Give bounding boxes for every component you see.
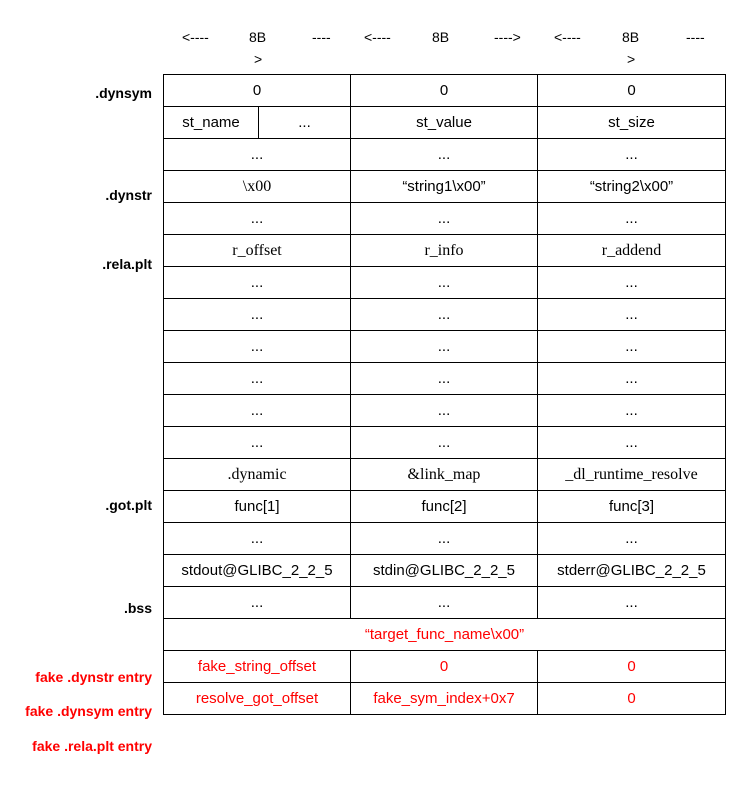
- ellipsis-cell: ...: [164, 203, 351, 235]
- cell: 0: [538, 75, 726, 107]
- ellipsis-row: [164, 395, 726, 427]
- ellipsis-cell: ...: [164, 331, 351, 363]
- ellipsis-row: [164, 139, 726, 171]
- ellipsis-cell: ...: [351, 523, 538, 555]
- section-label-dynsym: .dynsym: [95, 85, 152, 101]
- section-label-rela-plt: .rela.plt: [102, 256, 152, 272]
- ellipsis-row: [164, 587, 726, 619]
- ellipsis-cell: ...: [538, 203, 726, 235]
- cell: 0: [164, 75, 351, 107]
- ellipsis-cell: ...: [351, 395, 538, 427]
- section-label-fake-rela: fake .rela.plt entry: [32, 738, 152, 754]
- ellipsis-cell: ...: [351, 363, 538, 395]
- ellipsis-cell: ...: [538, 523, 726, 555]
- ellipsis-cell: ...: [164, 363, 351, 395]
- memory-layout-grid: [163, 74, 726, 715]
- cell: 0: [351, 75, 538, 107]
- section-label-got-plt: .got.plt: [105, 497, 152, 513]
- arrow-tail: >: [627, 51, 636, 67]
- ellipsis-cell: ...: [538, 363, 726, 395]
- func-cell: func[1]: [164, 491, 351, 523]
- fake-string-offset-cell: fake_string_offset: [164, 651, 351, 683]
- r-addend-cell: r_addend: [538, 235, 726, 267]
- dynsym-fields-row: [164, 107, 726, 139]
- stdin-cell: stdin@GLIBC_2_2_5: [351, 555, 538, 587]
- fake-sym-index-cell: fake_sym_index+0x7: [351, 683, 538, 715]
- ellipsis-cell: ...: [538, 331, 726, 363]
- left-arrow: <----: [554, 29, 581, 45]
- ellipsis-cell: ...: [164, 139, 351, 171]
- size-label: 8B: [249, 29, 267, 45]
- ellipsis-row: [164, 331, 726, 363]
- fake-rela-row: [164, 683, 726, 715]
- ellipsis-cell: ...: [351, 299, 538, 331]
- left-arrow: <----: [182, 29, 209, 45]
- dl-runtime-resolve-cell: _dl_runtime_resolve: [538, 459, 726, 491]
- r-offset-cell: r_offset: [164, 235, 351, 267]
- arrow-tail: >: [254, 51, 263, 67]
- ellipsis-cell: ...: [538, 299, 726, 331]
- ellipsis-row: [164, 267, 726, 299]
- section-label-dynstr: .dynstr: [105, 187, 152, 203]
- ellipsis-row: [164, 363, 726, 395]
- ellipsis-cell: ...: [164, 587, 351, 619]
- cell: “string1\x00”: [351, 171, 538, 203]
- rela-plt-row: [164, 235, 726, 267]
- ellipsis-cell: ...: [351, 587, 538, 619]
- ellipsis-cell: ...: [351, 267, 538, 299]
- func-cell: func[3]: [538, 491, 726, 523]
- ellipsis-cell: ...: [351, 139, 538, 171]
- ellipsis-cell: ...: [538, 587, 726, 619]
- ellipsis-cell: ...: [164, 267, 351, 299]
- cell: 0: [538, 651, 726, 683]
- ellipsis-row: [164, 299, 726, 331]
- ellipsis-cell: ...: [164, 523, 351, 555]
- bss-row: [164, 555, 726, 587]
- ellipsis-cell: ...: [538, 395, 726, 427]
- size-label: 8B: [432, 29, 450, 45]
- ellipsis-row: [164, 203, 726, 235]
- right-arrow: ----: [686, 29, 705, 45]
- got-plt-row: [164, 459, 726, 491]
- ellipsis-cell: ...: [164, 299, 351, 331]
- stdout-cell: stdout@GLIBC_2_2_5: [164, 555, 351, 587]
- st-value-cell: st_value: [351, 107, 538, 139]
- stderr-cell: stderr@GLIBC_2_2_5: [538, 555, 726, 587]
- link-map-cell: &link_map: [351, 459, 538, 491]
- ellipsis-cell: ...: [164, 427, 351, 459]
- cell: “string2\x00”: [538, 171, 726, 203]
- section-label-bss: .bss: [123, 600, 152, 616]
- ellipsis-cell: ...: [164, 395, 351, 427]
- size-label: 8B: [622, 29, 640, 45]
- cell: 0: [538, 683, 726, 715]
- right-arrow: ---->: [494, 29, 521, 45]
- fake-dynstr-cell: “target_func_name\x00”: [164, 619, 726, 651]
- st-name-cell: st_name: [164, 107, 259, 139]
- section-label-fake-dynstr: fake .dynstr entry: [35, 669, 152, 685]
- ellipsis-row: [164, 427, 726, 459]
- ellipsis-cell: ...: [351, 427, 538, 459]
- ellipsis-row: [164, 523, 726, 555]
- section-label-fake-dynsym: fake .dynsym entry: [25, 703, 152, 719]
- dynamic-cell: .dynamic: [164, 459, 351, 491]
- func-cell: func[2]: [351, 491, 538, 523]
- right-arrow: ----: [312, 29, 331, 45]
- ellipsis-cell: ...: [538, 427, 726, 459]
- ellipsis-cell: ...: [351, 203, 538, 235]
- st-size-cell: st_size: [538, 107, 726, 139]
- ellipsis-cell: ...: [538, 139, 726, 171]
- ellipsis-cell: ...: [259, 107, 351, 139]
- left-arrow: <----: [364, 29, 391, 45]
- ellipsis-cell: ...: [351, 331, 538, 363]
- r-info-cell: r_info: [351, 235, 538, 267]
- ellipsis-cell: ...: [538, 267, 726, 299]
- fake-dynstr-row: [164, 619, 726, 651]
- func-row: [164, 491, 726, 523]
- cell: \x00: [164, 171, 351, 203]
- dynstr-row: [164, 171, 726, 203]
- fake-dynsym-row: [164, 651, 726, 683]
- dynsym-row: [164, 75, 726, 107]
- cell: 0: [351, 651, 538, 683]
- resolve-got-offset-cell: resolve_got_offset: [164, 683, 351, 715]
